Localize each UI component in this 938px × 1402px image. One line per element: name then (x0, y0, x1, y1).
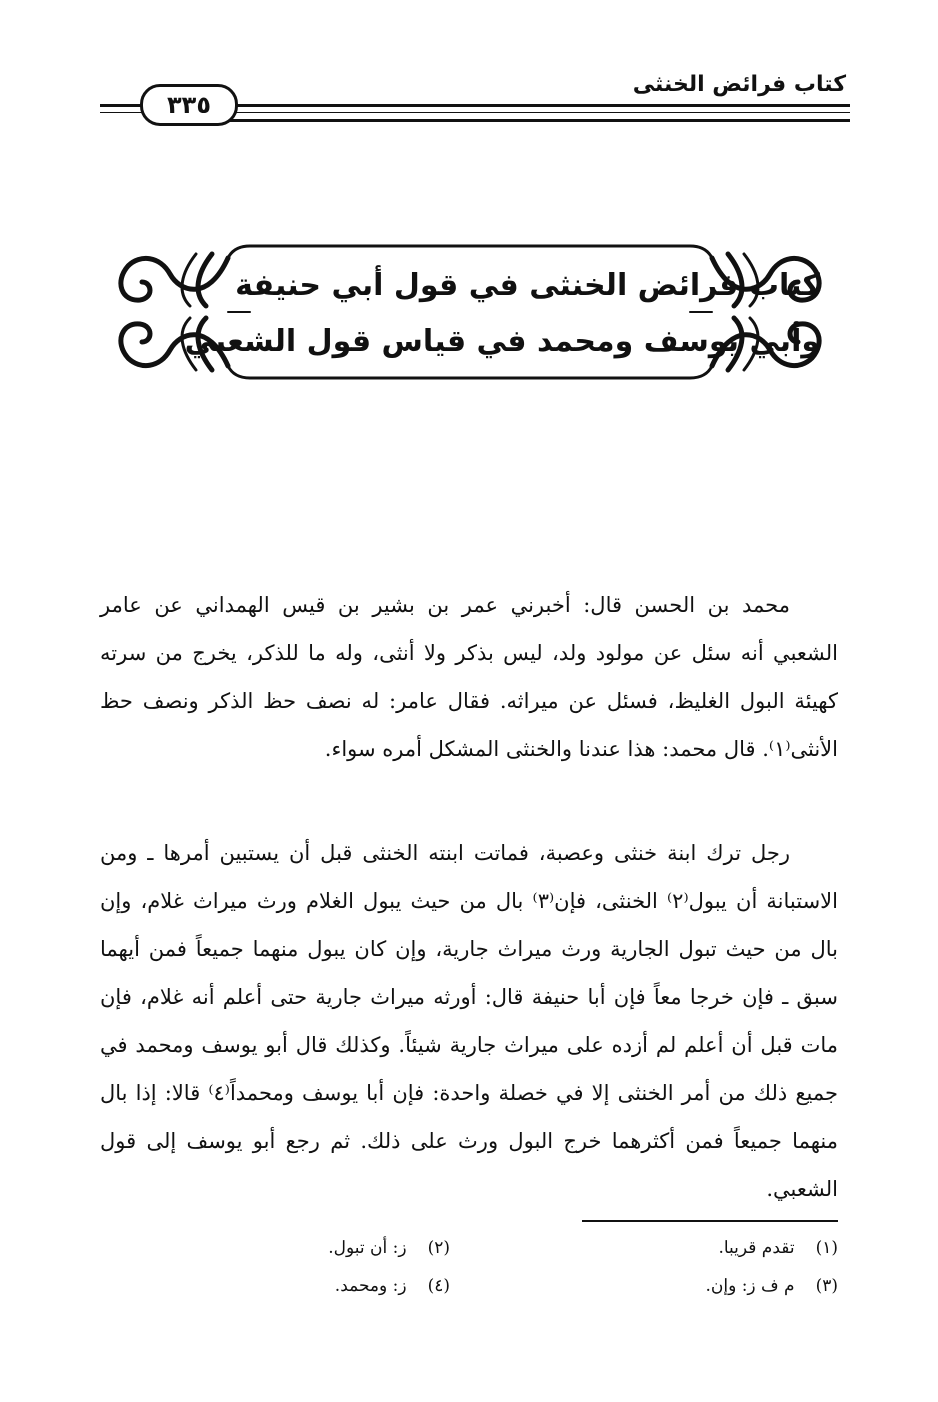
footnote-number: (١) (815, 1238, 838, 1258)
footnote-number: (٣) (815, 1276, 838, 1296)
running-title: كتاب فرائض الخنثى (632, 72, 846, 97)
footnote-number: (٢) (427, 1238, 450, 1258)
body-paragraph-2: رجل ترك ابنة خنثى وعصبة، فماتت ابنته الخنثى قبل أن يستبين أمرها ـ ومن الاستبانة أن يبول⁽٢⁾ الخنثى، فإن⁽٣⁾ بال من حيث يبول الغلام ورث ميراث غلام، وإن بال من حيث تبول الجارية ورث ميراث جارية، وإن كان يبول منهما جميعاً فمن أيهما سبق ـ فإن خرجا معاً فإن أبا حنيفة قال: أورثه ميراث جارية حتى أعلم أنه غلام، فإن مات قبل أن أعلم لم أزده على ميراث جارية شيئاً. وكذلك قال أبو يوسف ومحمد في جميع ذلك من أمر الخنثى إلا في خصلة واحدة: فإن أبا يوسف ومحمداً⁽٤⁾ قالا: إذا بال منهما جميعاً فمن أكثرهما خرج البول ورث على ذلك. ثم رجع أبو يوسف إلى قول الشعبي. (100, 841, 839, 1201)
footnote-1 (718, 1238, 838, 1258)
ornamental-frame-icon (100, 232, 840, 392)
page-number-cartouche (140, 84, 238, 126)
footnote-2 (328, 1238, 450, 1258)
footnote-text: تقدم قريبا. (718, 1238, 795, 1258)
chapter-title-line-2: وأبي يوسف ومحمد في قياس قول الشعبي (184, 324, 820, 359)
chapter-title-line-1: كتاب فرائض الخنثى في قول أبي حنيفة (235, 268, 820, 303)
footnote-4 (335, 1276, 450, 1296)
footnote-3 (705, 1276, 838, 1296)
footnote-text: م ف ز: وإن. (705, 1276, 795, 1296)
body-paragraph-1: محمد بن الحسن قال: أخبرني عمر بن بشير بن قيس الهمداني عن عامر الشعبي أنه سئل عن مولود ولد، ليس بذكر ولا أنثى، وله ما للذكر، يخرج من سرته كهيئة البول الغليظ، فسئل عن ميراثه. فقال عامر: له نصف حظ الذكر ونصف حظ الأنثى⁽١⁾. قال محمد: هذا عندنا والخنثى المشكل أمره سواء. (100, 593, 838, 761)
footnote-text: ز: أن تبول. (328, 1238, 407, 1258)
header-rule-bottom (225, 119, 850, 122)
page-number: ٣٣٥ (167, 91, 211, 119)
chapter-title-frame (100, 232, 840, 392)
footnote-text: ز: ومحمد. (334, 1276, 407, 1296)
footnote-separator (582, 1220, 838, 1222)
footnote-number: (٤) (427, 1276, 450, 1296)
